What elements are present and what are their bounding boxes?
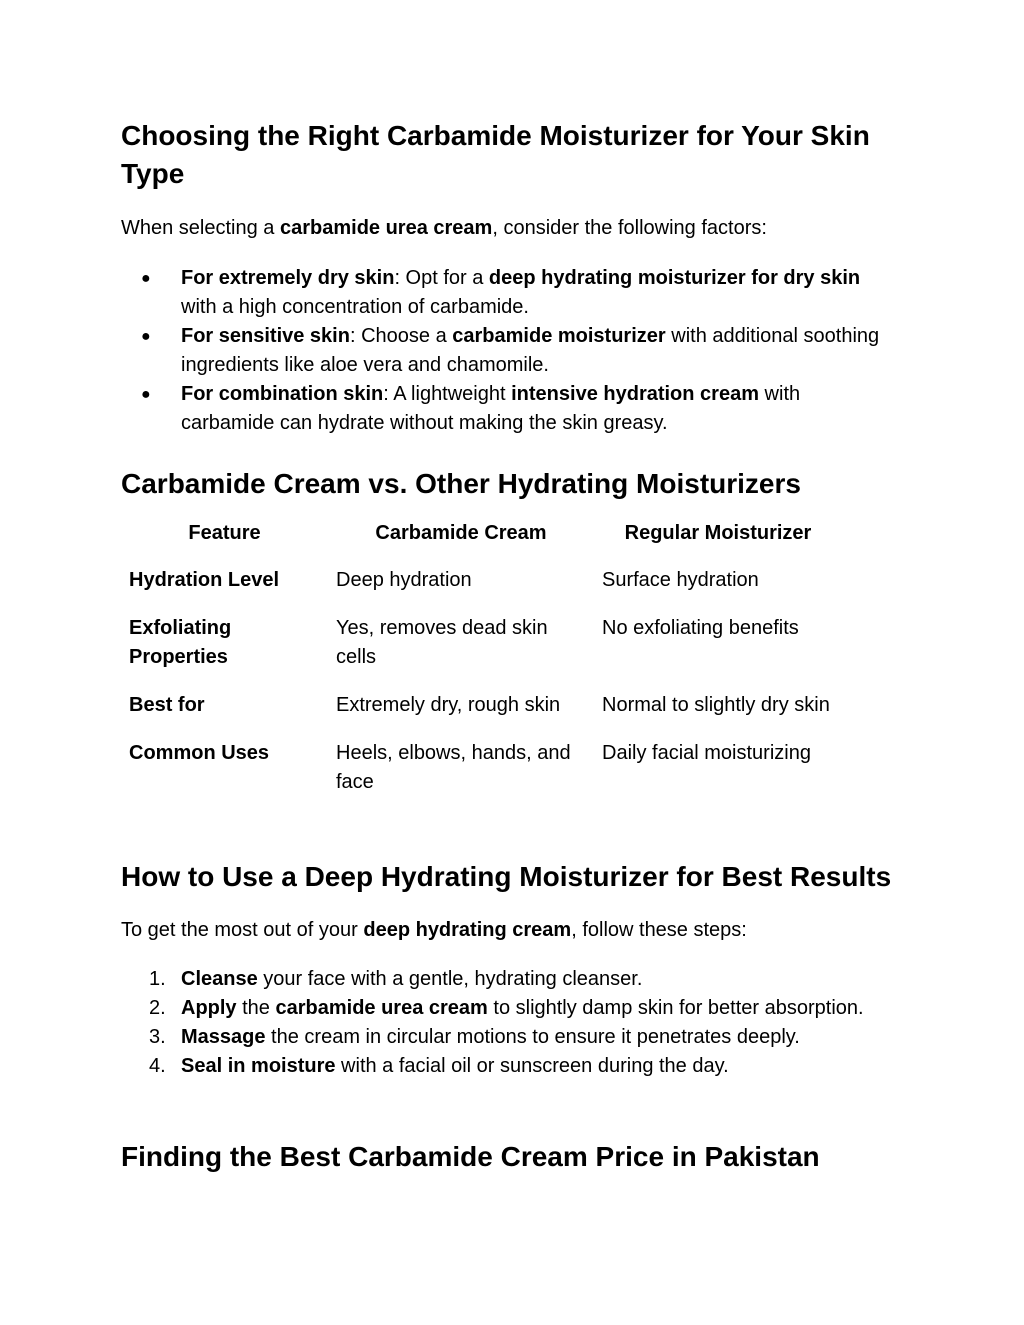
intro-paragraph-selecting: When selecting a carbamide urea cream, consider the following factors: <box>121 217 767 239</box>
table-row <box>121 736 842 813</box>
section-heading-price-pakistan: Finding the Best Carbamide Cream Price in Pakistan <box>121 1141 820 1172</box>
table-cell: Heels, elbows, hands, and face <box>336 742 571 793</box>
skin-type-bullet-list <box>121 264 881 438</box>
table-row <box>121 611 842 688</box>
list-item: 1. Cleanse your face with a gentle, hydrating cleanser. <box>121 965 881 994</box>
step-number: 4. <box>149 1055 166 1077</box>
list-item: 2. Apply the carbamide urea cream to slightly damp skin for better absorption. <box>121 994 881 1023</box>
table-cell: Deep hydration <box>336 569 472 591</box>
bullet-dot-icon: ● <box>141 328 151 345</box>
intro-bold-term: carbamide urea cream <box>279 217 493 239</box>
section-heading-comparison: Carbamide Cream vs. Other Hydrating Moisturizers <box>121 468 801 499</box>
list-item: 3. Massage the cream in circular motions to ensure it penetrates deeply. <box>121 1023 881 1052</box>
row-label: Hydration Level <box>129 569 280 591</box>
row-label: Exfoliating Properties <box>129 617 232 668</box>
column-header-carbamide-cream: Carbamide Cream <box>375 522 547 544</box>
row-label: Best for <box>129 694 205 716</box>
section-heading-choosing: Choosing the Right Carbamide Moisturizer for Your Skin Type <box>121 120 870 189</box>
list-item: ● For combination skin: A lightweight intensive hydration cream with carbamide can hydrate without making the skin greasy. <box>121 380 881 438</box>
table-row <box>121 688 842 736</box>
table-cell: Extremely dry, rough skin <box>336 694 561 716</box>
table-header-row <box>121 516 842 563</box>
table-cell: Yes, removes dead skin cells <box>336 617 548 668</box>
table-cell: Normal to slightly dry skin <box>602 694 830 716</box>
section-heading-how-to-use: How to Use a Deep Hydrating Moisturizer for Best Results <box>121 861 892 892</box>
usage-steps-list <box>121 965 881 1081</box>
step-number: 2. <box>149 997 166 1019</box>
step-number: 1. <box>149 968 166 990</box>
table-row <box>121 563 842 611</box>
list-item: ● For sensitive skin: Choose a carbamide moisturizer with additional soothing ingredients like aloe vera and chamomile. <box>121 322 881 380</box>
column-header-feature: Feature <box>188 522 261 544</box>
intro-paragraph-steps: To get the most out of your deep hydrating cream, follow these steps: <box>121 919 747 941</box>
row-label: Common Uses <box>129 742 270 764</box>
step-number: 3. <box>149 1026 166 1048</box>
list-item: 4. Seal in moisture with a facial oil or sunscreen during the day. <box>121 1052 881 1081</box>
bullet-dot-icon: ● <box>141 270 151 287</box>
table-cell: Daily facial moisturizing <box>602 742 811 764</box>
comparison-table <box>121 516 842 813</box>
table-cell: Surface hydration <box>602 569 759 591</box>
intro-bold-term: deep hydrating cream <box>363 919 572 941</box>
bullet-dot-icon: ● <box>141 386 151 403</box>
table-cell: No exfoliating benefits <box>602 617 799 639</box>
column-header-regular-moisturizer: Regular Moisturizer <box>624 522 812 544</box>
list-item: ● For extremely dry skin: Opt for a deep hydrating moisturizer for dry skin with a high concentration of carbamide. <box>121 264 881 322</box>
